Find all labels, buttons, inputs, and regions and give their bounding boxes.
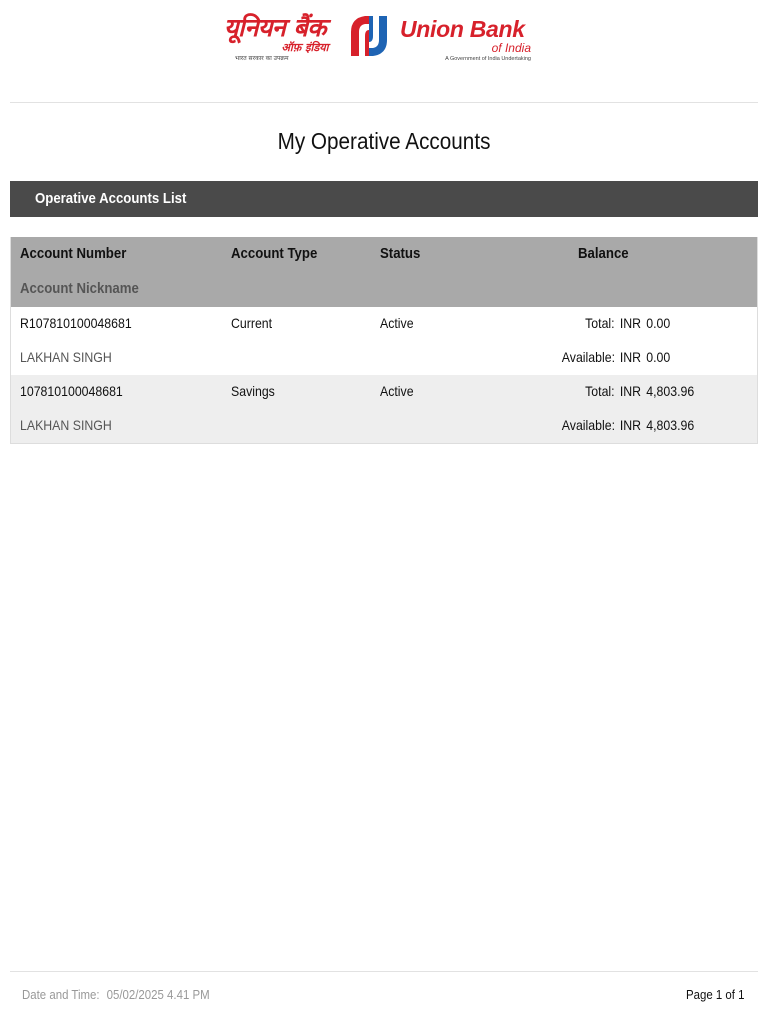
header-account-type: Account Type (231, 245, 318, 262)
account-type: Savings (231, 383, 275, 399)
available-balance (545, 417, 695, 433)
total-label: Total: (585, 383, 615, 399)
logo-hindi-sub: ऑफ़ इंडिया (281, 41, 329, 54)
account-type: Current (231, 315, 273, 331)
table-row (11, 375, 757, 443)
logo-english-text (400, 16, 535, 64)
total-balance (545, 383, 695, 399)
logo-english-sub: of India (491, 41, 531, 55)
logo-hindi-text (205, 14, 345, 63)
table-header (11, 237, 757, 307)
total-label: Total: (585, 315, 615, 331)
available-balance (545, 349, 685, 365)
datetime-value: 05/02/2025 4.41 PM (106, 987, 210, 1002)
datetime-label: Date and Time: (22, 987, 100, 1002)
account-nickname: LAKHAN SINGH (20, 417, 112, 433)
logo-english-tagline: A Government of India Undertaking (445, 56, 531, 62)
section-header (10, 181, 758, 217)
section-title: Operative Accounts List (35, 190, 187, 207)
logo-hindi-main: यूनियन बैंक (224, 13, 326, 42)
account-status: Active (380, 315, 414, 331)
page-title: My Operative Accounts (277, 128, 491, 154)
available-amount: 0.00 (646, 349, 671, 365)
logo-english-main: Union Bank (400, 16, 525, 42)
bank-logo (0, 10, 768, 72)
available-label: Available: (561, 417, 615, 433)
logo-hindi-tagline: भारत सरकार का उपक्रम (235, 55, 289, 62)
account-nickname: LAKHAN SINGH (20, 349, 112, 365)
page-number: Page 1 of 1 (685, 987, 744, 1002)
total-balance (545, 315, 685, 331)
total-currency: INR (619, 383, 642, 399)
available-amount: 4,803.96 (646, 417, 695, 433)
header-account-number: Account Number (20, 245, 127, 262)
table-row (11, 307, 757, 375)
total-amount: 0.00 (646, 315, 671, 331)
header-account-nickname: Account Nickname (20, 280, 139, 297)
footer-divider (10, 971, 758, 972)
total-currency: INR (619, 315, 642, 331)
total-amount: 4,803.96 (646, 383, 695, 399)
available-currency: INR (619, 349, 642, 365)
header-status: Status (380, 245, 421, 262)
available-currency: INR (619, 417, 642, 433)
footer-datetime (22, 987, 210, 1002)
available-label: Available: (561, 349, 615, 365)
union-bank-emblem-icon (343, 12, 395, 60)
account-number: R107810100048681 (20, 315, 132, 331)
header-divider (10, 102, 758, 103)
header-balance: Balance (578, 245, 629, 262)
account-status: Active (380, 383, 414, 399)
accounts-table (10, 237, 758, 444)
account-number: 107810100048681 (20, 383, 123, 399)
